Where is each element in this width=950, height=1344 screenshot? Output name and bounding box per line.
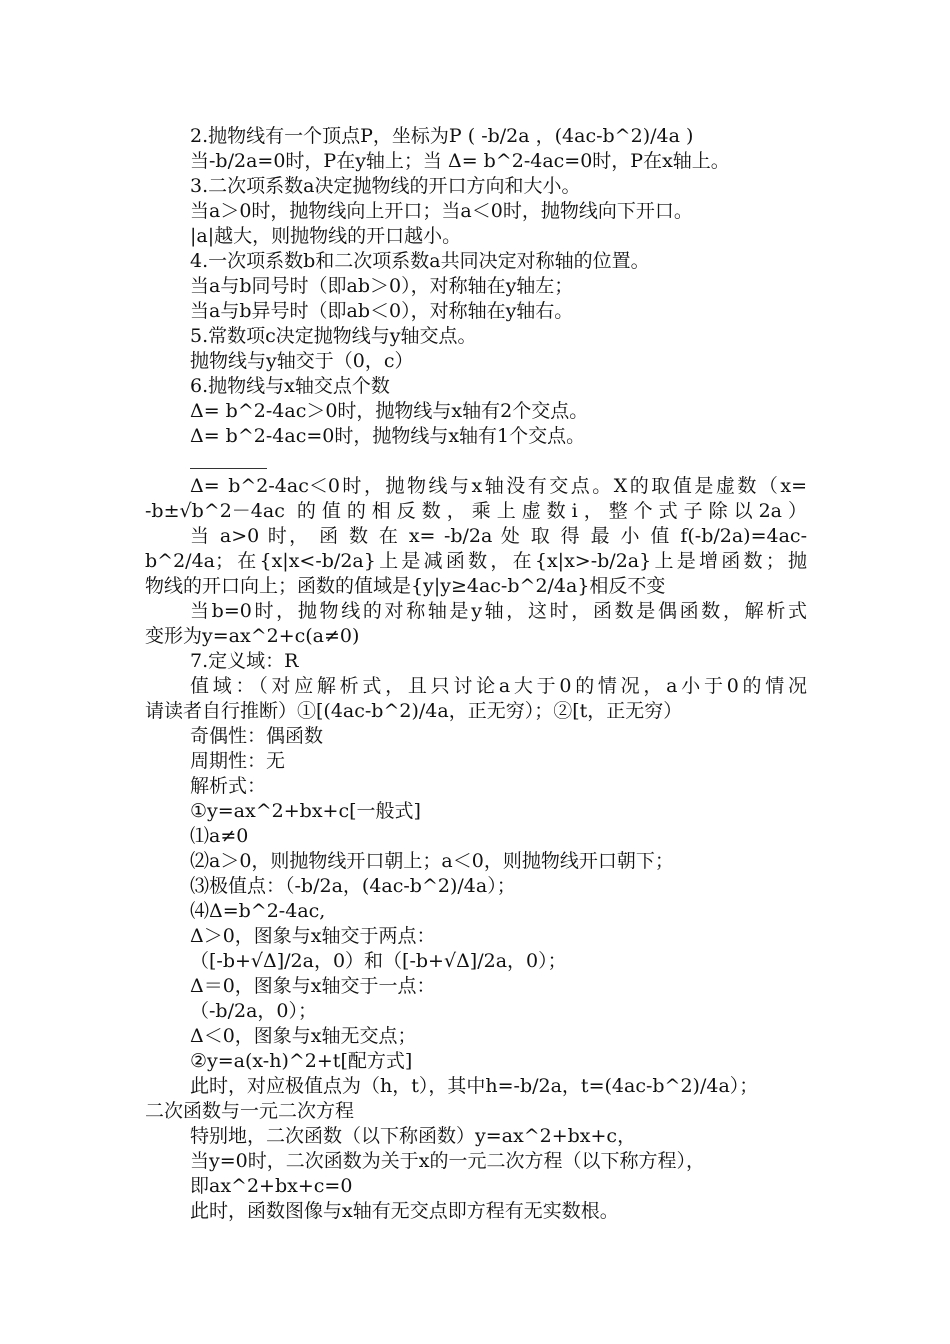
text-line: 当y=0时，二次函数为关于x的一元二次方程（以下称方程）， <box>190 1150 705 1172</box>
text-line: 当b=0时，抛物线的对称轴是y轴，这时，函数是偶函数，解析式 <box>190 600 807 622</box>
text-line: ⑶极值点：（-b/2a，(4ac-b^2)/4a）； <box>190 875 516 897</box>
text-line-heading: 二次函数与一元二次方程 <box>145 1100 355 1122</box>
text-line-heading: 5.常数项c决定抛物线与y轴交点。 <box>190 325 477 347</box>
text-line: 即ax^2+bx+c=0 <box>190 1175 353 1197</box>
text-line: b^2/4a；在{x|x<-b/2a}上是减函数，在{x|x>-b/2a}上是增函数；抛 <box>145 550 807 572</box>
text-line: ①y=ax^2+bx+c[一般式] <box>190 800 421 822</box>
text-line: 变形为y=ax^2+c(a≠0) <box>145 625 360 647</box>
text-line: 当a＞0时，抛物线向上开口；当a＜0时，抛物线向下开口。 <box>190 200 693 222</box>
text-line: ⑴a≠0 <box>190 825 249 847</box>
text-line: 物线的开口向上；函数的值域是{y|y≥4ac-b^2/4a}相反不变 <box>145 575 666 597</box>
text-line: 当a与b同号时（即ab＞0），对称轴在y轴左； <box>190 275 574 297</box>
text-line: ⑷Δ=b^2-4ac, <box>190 900 326 922</box>
text-line: 抛物线与y轴交于（0，c） <box>190 350 414 372</box>
text-line-heading: 4.一次项系数b和二次项系数a共同决定对称轴的位置。 <box>190 250 650 272</box>
text-line: Δ= b^2-4ac=0时，抛物线与x轴有1个交点。 <box>190 425 586 447</box>
text-line: 当 a>0 时， 函 数 在 x= -b/2a 处 取 得 最 小 值 f(-b/2a)=4ac- <box>190 525 807 547</box>
text-line-heading: 6.抛物线与x轴交点个数 <box>190 375 390 397</box>
text-line: Δ= b^2-4ac＜0时，抛物线与x轴没有交点。X的取值是虚数（x= <box>190 475 807 497</box>
footnote-rule <box>190 468 267 469</box>
text-line-heading: 7.定义域：R <box>190 650 299 672</box>
text-line: （[-b+√Δ]/2a，0）和（[-b+√Δ]/2a，0）； <box>190 950 567 972</box>
text-line: 此时，对应极值点为（h，t），其中h=-b/2a，t=(4ac-b^2)/4a）； <box>190 1075 759 1097</box>
text-line: Δ＝0，图象与x轴交于一点： <box>190 975 436 997</box>
text-line-heading: 3.二次项系数a决定抛物线的开口方向和大小。 <box>190 175 581 197</box>
text-line: 解析式： <box>190 775 267 797</box>
text-line: 当-b/2a=0时，P在y轴上；当 Δ= b^2-4ac=0时，P在x轴上。 <box>190 150 730 172</box>
text-line: Δ＜0，图象与x轴无交点； <box>190 1025 417 1047</box>
text-line: 奇偶性：偶函数 <box>190 725 324 747</box>
text-line: ②y=a(x-h)^2+t[配方式] <box>190 1050 413 1072</box>
text-line: Δ= b^2-4ac＞0时，抛物线与x轴有2个交点。 <box>190 400 589 422</box>
text-line: |a|越大，则抛物线的开口越小。 <box>190 225 462 247</box>
text-line: -b±√b^2－4ac 的值的相反数，乘上虚数i，整个式子除以2a） <box>145 500 807 522</box>
text-line: 特别地，二次函数（以下称函数）y=ax^2+bx+c， <box>190 1125 637 1147</box>
text-line-vertex: 2.抛物线有一个顶点P，坐标为P ( -b/2a ，(4ac-b^2)/4a ) <box>190 125 694 147</box>
text-line: Δ＞0，图象与x轴交于两点： <box>190 925 436 947</box>
text-line: ⑵a＞0，则抛物线开口朝上；a＜0，则抛物线开口朝下； <box>190 850 674 872</box>
text-line: 此时，函数图像与x轴有无交点即方程有无实数根。 <box>190 1200 619 1222</box>
text-line: 请读者自行推断）①[(4ac-b^2)/4a，正无穷）；②[t，正无穷） <box>145 700 683 722</box>
text-line: 值域：（对应解析式，且只讨论a大于0的情况，a小于0的情况 <box>190 675 807 697</box>
text-line: 当a与b异号时（即ab＜0），对称轴在y轴右。 <box>190 300 574 322</box>
text-line: （-b/2a，0）； <box>190 1000 317 1022</box>
text-line: 周期性：无 <box>190 750 286 772</box>
